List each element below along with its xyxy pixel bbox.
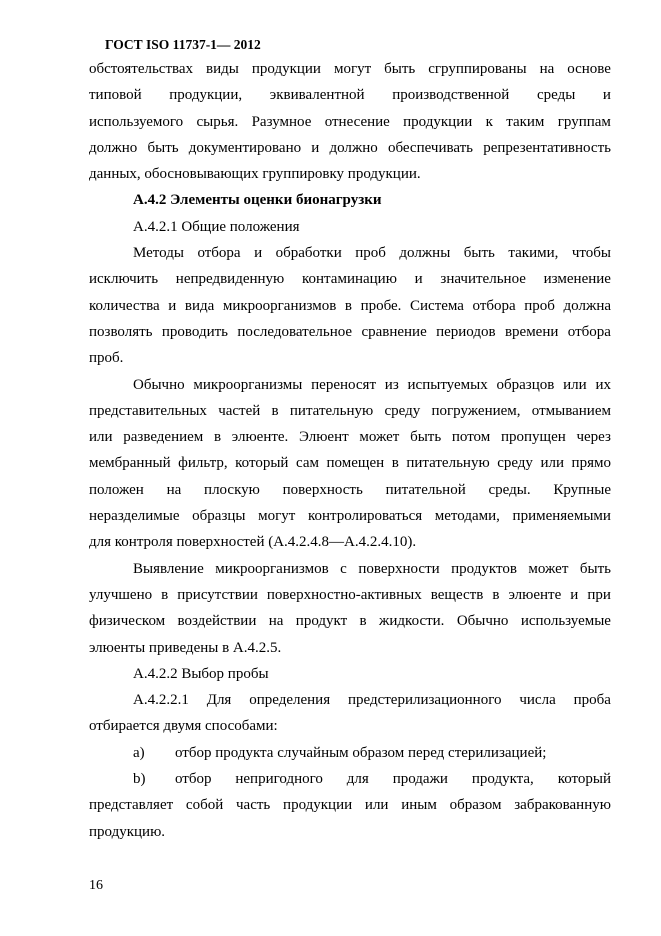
text-line xyxy=(89,398,611,424)
word: неразделимые xyxy=(89,508,180,525)
word: А.4.2.2.1 xyxy=(133,692,189,709)
word: предстерилизационного xyxy=(347,692,502,709)
word: в xyxy=(492,586,500,603)
word: для xyxy=(346,771,369,788)
word: элюенте xyxy=(508,586,562,603)
word: в xyxy=(214,429,222,446)
word: микроорганизмов xyxy=(222,297,337,314)
word: определения xyxy=(249,692,331,709)
word: виды xyxy=(206,61,239,77)
text-line xyxy=(89,293,611,319)
list-item-b xyxy=(89,766,611,792)
text-line xyxy=(89,792,611,818)
word: Для xyxy=(206,692,232,709)
word: производственной xyxy=(392,87,510,104)
word: и xyxy=(570,586,579,603)
word: который xyxy=(235,455,289,472)
word: Система xyxy=(410,297,464,314)
word: микроорганизмов xyxy=(215,560,329,577)
word: улучшено xyxy=(89,586,153,603)
word: продукции xyxy=(403,113,473,130)
word: отбор xyxy=(175,771,212,788)
word: поверхностно-активных xyxy=(266,586,422,603)
word: разведением xyxy=(123,429,204,446)
text-line: продукцию. xyxy=(89,823,166,840)
text-line: отбирается двумя способами: xyxy=(89,718,278,735)
document-body xyxy=(89,56,611,845)
word: микроорганизмы xyxy=(193,376,303,393)
word: который xyxy=(557,771,611,788)
word: отбора xyxy=(197,245,241,262)
word: быть xyxy=(147,139,179,156)
word: быть xyxy=(579,560,611,577)
word: или xyxy=(89,429,113,446)
word: на xyxy=(166,481,182,498)
word: элюенте. xyxy=(231,429,289,446)
word: образцов xyxy=(496,376,555,393)
subsection-heading: А.4.2.1 Общие положения xyxy=(133,218,300,235)
word: забракованную xyxy=(514,797,611,814)
word: непредвиденную xyxy=(175,271,285,288)
word: в xyxy=(271,402,279,419)
word: отбора xyxy=(567,323,611,340)
word: продукции, xyxy=(169,87,243,104)
word: непригодного xyxy=(235,771,323,788)
text-line xyxy=(89,450,611,476)
word: могут xyxy=(333,61,372,77)
word: воздействии xyxy=(177,613,257,630)
document-header: ГОСТ ISO 11737-1— 2012 xyxy=(105,37,261,52)
word: продуктов xyxy=(451,560,517,577)
word: из xyxy=(384,376,399,393)
word: отнесение xyxy=(324,113,390,130)
word: Разумное xyxy=(251,113,312,130)
word: питательной xyxy=(385,481,466,498)
word: в xyxy=(391,455,399,472)
word: продажи xyxy=(392,771,448,788)
word: применяемыми xyxy=(512,508,611,525)
word: и xyxy=(311,139,320,156)
text-line xyxy=(89,608,611,634)
word: и xyxy=(254,245,263,262)
text-line xyxy=(175,766,611,792)
word: таким xyxy=(506,113,545,130)
word: и xyxy=(414,271,423,288)
section-heading: А.4.2 Элементы оценки бионагрузки xyxy=(133,192,382,209)
word: отбора xyxy=(472,297,516,314)
word: документировано xyxy=(188,139,302,156)
word: через xyxy=(576,429,611,446)
word: проб xyxy=(524,297,555,314)
word: сырья. xyxy=(196,113,239,130)
word: числа xyxy=(519,692,556,709)
word: исключить xyxy=(89,271,159,288)
word: типовой xyxy=(89,87,142,104)
word: сравнение xyxy=(361,323,427,340)
text-line xyxy=(89,266,611,292)
word: эквивалентной xyxy=(269,87,365,104)
word: Обычно xyxy=(133,376,185,393)
word: быть xyxy=(410,429,442,446)
list-item-text: отбор продукта случайным образом перед стерилизацией; xyxy=(175,744,547,761)
word: часть xyxy=(236,797,271,814)
word: потом xyxy=(451,429,491,446)
word: или xyxy=(364,797,389,814)
word: мембранный xyxy=(89,455,171,472)
word: среду xyxy=(497,455,533,472)
word: продукт xyxy=(295,613,348,630)
word: прямо xyxy=(571,455,611,472)
word: Элюент xyxy=(299,429,349,446)
text-line xyxy=(89,135,611,161)
word: погружением, xyxy=(431,402,521,419)
list-marker: a) xyxy=(133,744,145,761)
word: могут xyxy=(258,508,296,525)
word: продукции xyxy=(251,61,321,77)
word: чтобы xyxy=(571,245,611,262)
word: основе xyxy=(567,61,611,77)
word: испытуемых xyxy=(407,376,488,393)
text-line xyxy=(89,477,611,503)
text-line xyxy=(89,424,611,450)
word: Выявление xyxy=(133,560,204,577)
word: на xyxy=(268,613,284,630)
word: питательную xyxy=(289,402,374,419)
text-line xyxy=(89,240,611,266)
text-line: проб. xyxy=(89,350,124,367)
word: количества xyxy=(89,297,160,314)
text-line xyxy=(89,56,611,82)
text-line xyxy=(89,556,611,582)
word: образцы xyxy=(192,508,246,525)
word: последовательное xyxy=(237,323,353,340)
word: веществ xyxy=(430,586,484,603)
word: среды xyxy=(536,87,576,104)
word: Методы xyxy=(133,245,184,262)
text-line: для контроля поверхностей (А.4.2.4.8—А.4.2.4.10). xyxy=(89,534,417,551)
word: их xyxy=(595,376,611,393)
word: присутствии xyxy=(177,586,258,603)
word: пропущен xyxy=(500,429,566,446)
word: при xyxy=(587,586,611,603)
page-number: 16 xyxy=(89,878,103,893)
word: в xyxy=(359,613,367,630)
word: в xyxy=(161,586,169,603)
text-line xyxy=(89,372,611,398)
word: должны xyxy=(399,245,451,262)
word: частей xyxy=(218,402,261,419)
word: проба xyxy=(573,692,611,709)
word: положен xyxy=(89,481,144,498)
word: сгруппированы xyxy=(428,61,527,77)
word: переносят xyxy=(311,376,377,393)
word: среду xyxy=(384,402,421,419)
word: питательную xyxy=(406,455,490,472)
word: должно xyxy=(329,139,378,156)
text-line xyxy=(89,109,611,135)
word: репрезентативность xyxy=(483,139,611,156)
text-line xyxy=(89,582,611,608)
word: контаминацию xyxy=(302,271,397,288)
text-line xyxy=(89,503,611,529)
word: плоскую xyxy=(204,481,260,498)
word: с xyxy=(340,560,347,577)
word: жидкости. xyxy=(379,613,445,630)
word: пробе. xyxy=(360,297,402,314)
word: проводить xyxy=(161,323,229,340)
word: позволять xyxy=(89,323,153,340)
text-line: данных, обосновывающих группировку продукции. xyxy=(89,166,421,183)
word: сам xyxy=(295,455,319,472)
word: контролироваться xyxy=(307,508,423,525)
word: помещен xyxy=(326,455,385,472)
word: иным xyxy=(401,797,437,814)
text-line xyxy=(89,687,611,713)
text-line: элюенты приведены в А.4.2.5. xyxy=(89,639,282,656)
word: среды. xyxy=(488,481,531,498)
word: продукта, xyxy=(471,771,534,788)
word: образом xyxy=(449,797,502,814)
word: такими, xyxy=(508,245,559,262)
word: или xyxy=(540,455,565,472)
word: может xyxy=(528,560,569,577)
word: к xyxy=(485,113,493,130)
text-line xyxy=(89,82,611,108)
word: изменение xyxy=(543,271,611,288)
word: методами, xyxy=(434,508,500,525)
word: собой xyxy=(185,797,224,814)
word: Обычно xyxy=(456,613,509,630)
word: представительных xyxy=(89,402,207,419)
word: проб xyxy=(355,245,386,262)
word: и xyxy=(602,87,611,104)
word: в xyxy=(344,297,352,314)
word: обеспечивать xyxy=(387,139,474,156)
list-marker: b) xyxy=(133,771,146,788)
word: и xyxy=(168,297,177,314)
word: периодов xyxy=(436,323,496,340)
word: на xyxy=(539,61,555,77)
word: группам xyxy=(557,113,611,130)
word: физическом xyxy=(89,613,166,630)
word: обстоятельствах xyxy=(89,61,194,77)
word: поверхность xyxy=(282,481,363,498)
word: быть xyxy=(463,245,495,262)
word: продукции xyxy=(283,797,353,814)
subsection-heading: А.4.2.2 Выбор пробы xyxy=(133,665,269,682)
word: используемые xyxy=(520,613,611,630)
word: Крупные xyxy=(553,481,611,498)
word: или xyxy=(563,376,587,393)
word: быть xyxy=(384,61,416,77)
word: используемого xyxy=(89,113,184,130)
word: вида xyxy=(184,297,215,314)
word: может xyxy=(359,429,400,446)
list-item-a xyxy=(89,740,611,766)
text-line xyxy=(89,319,611,345)
word: значительное xyxy=(440,271,526,288)
word: времени xyxy=(504,323,559,340)
word: поверхности xyxy=(358,560,440,577)
word: отмыванием xyxy=(531,402,611,419)
word: представляет xyxy=(89,797,174,814)
word: фильтр, xyxy=(178,455,228,472)
word: должна xyxy=(563,297,611,314)
word: должно xyxy=(89,139,138,156)
word: обработки xyxy=(275,245,342,262)
